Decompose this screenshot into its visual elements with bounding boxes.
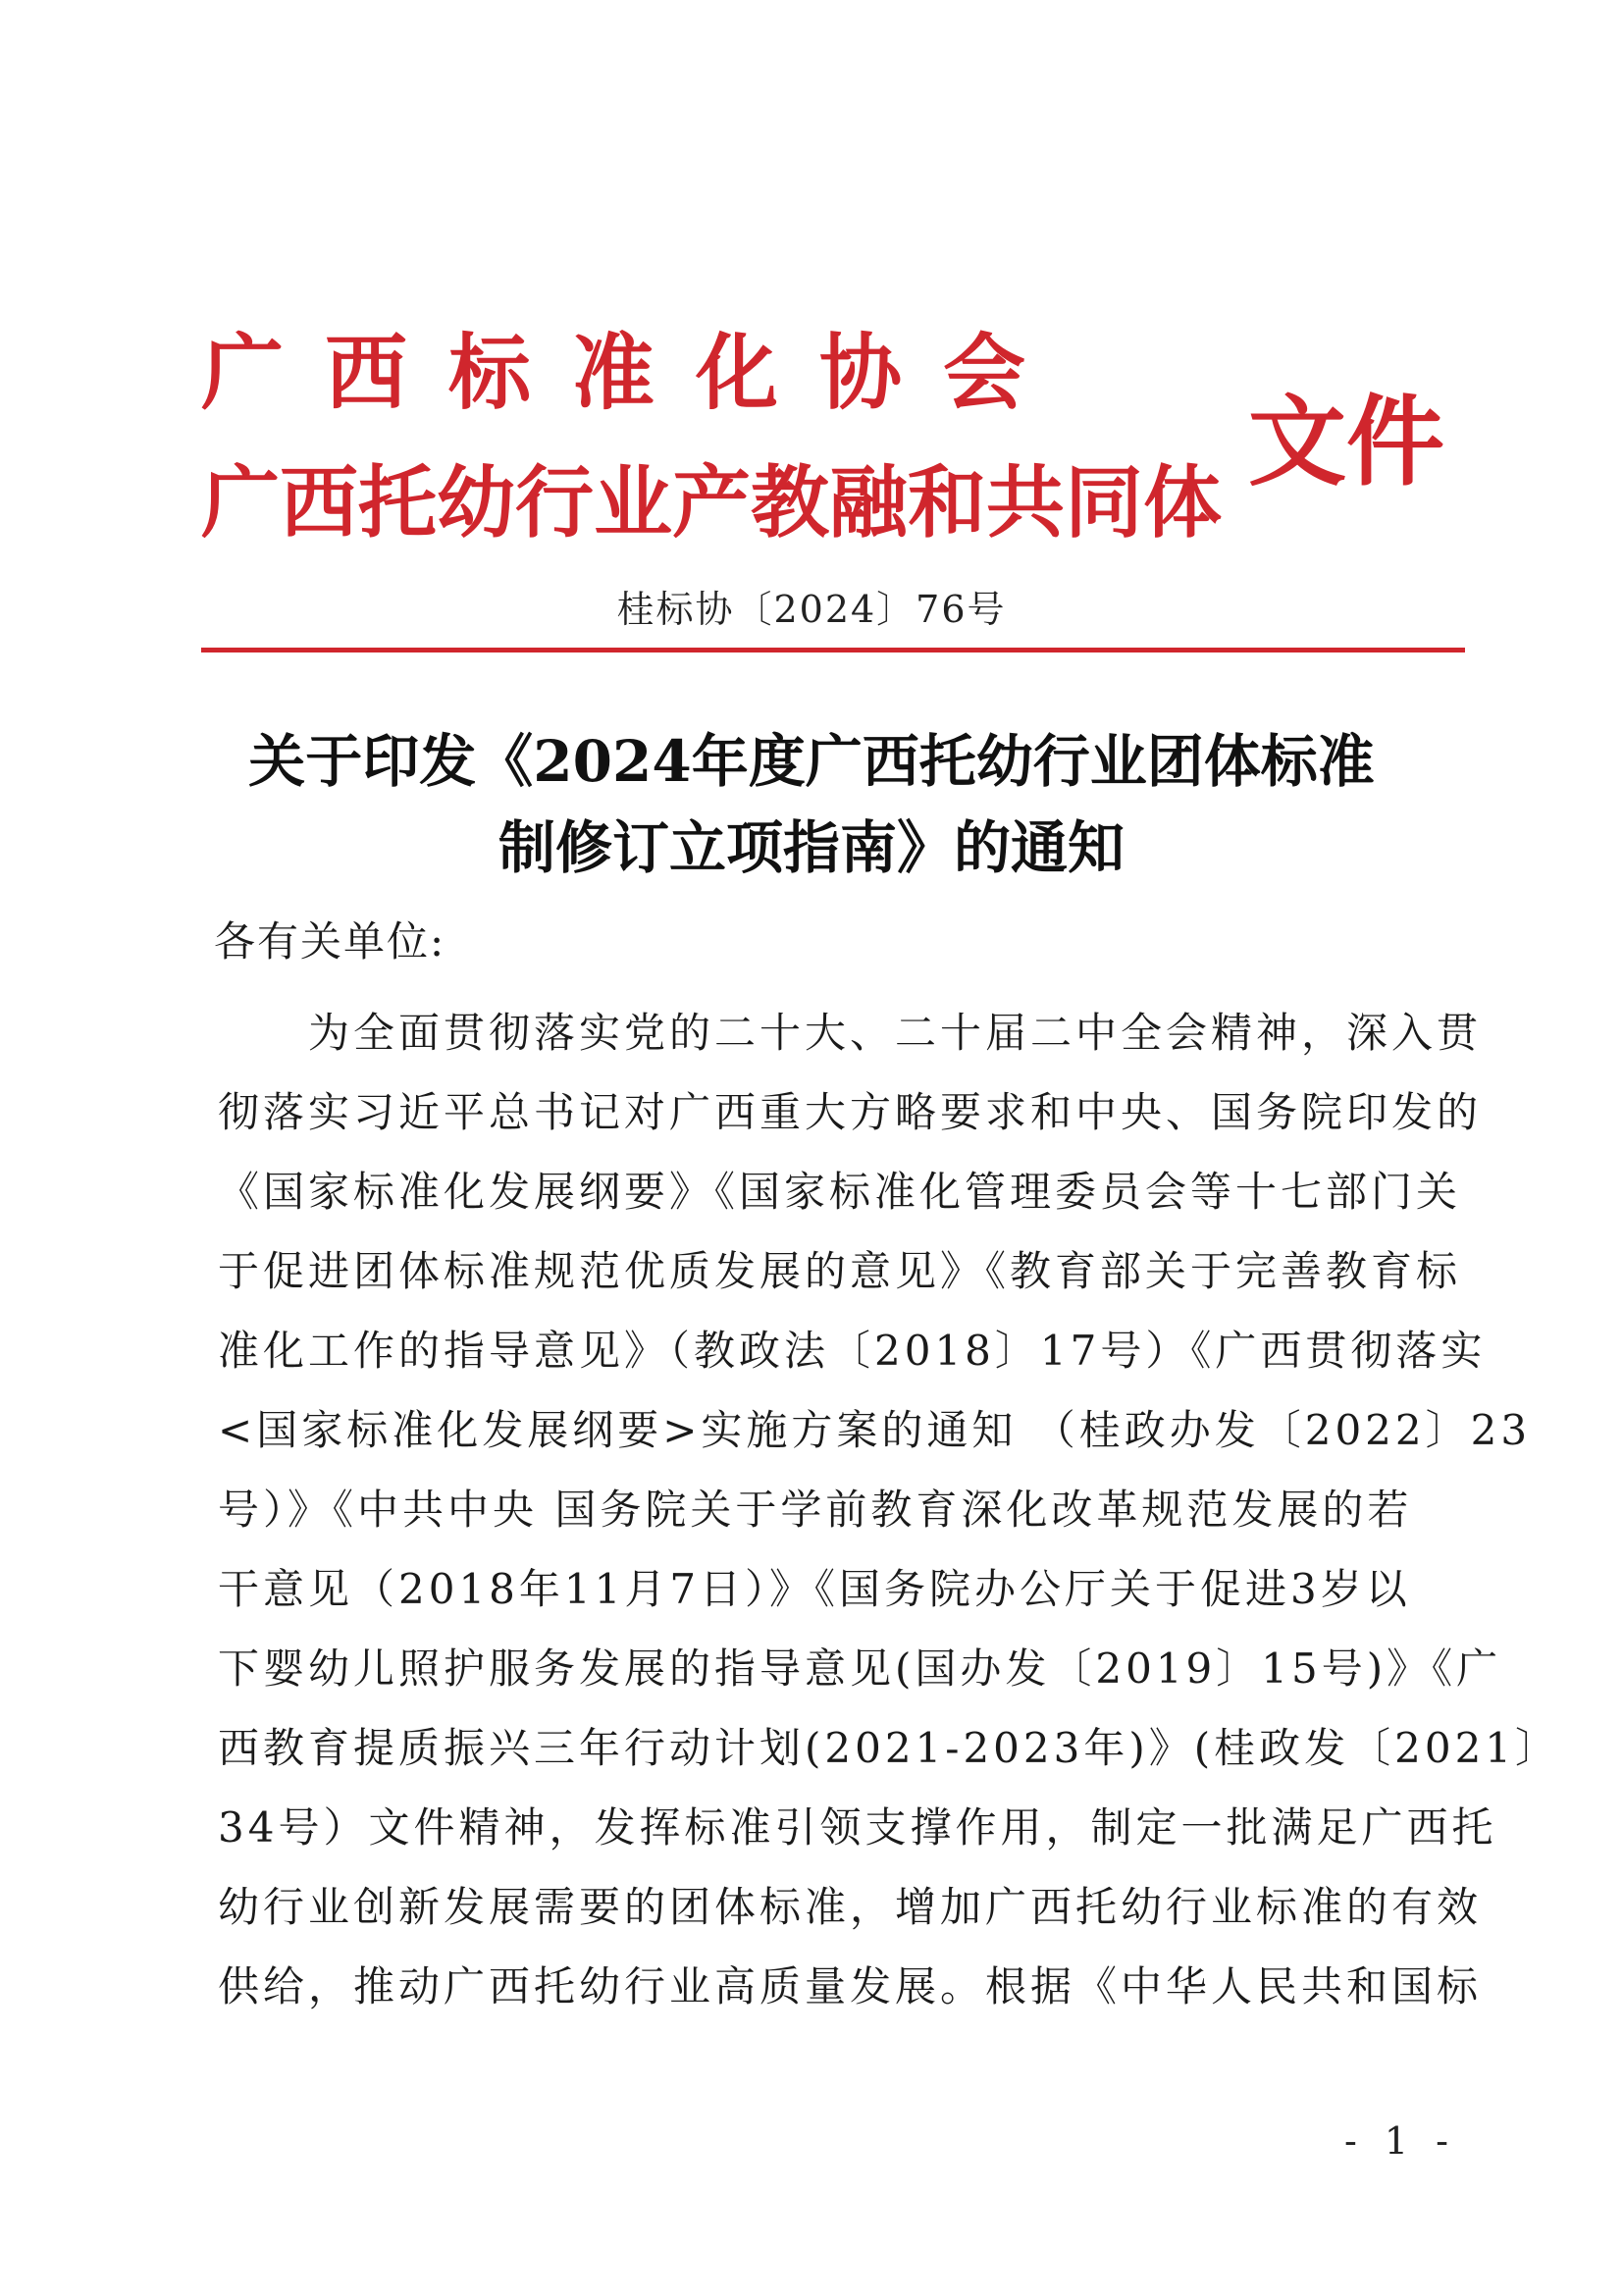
body-line: 号）》《中共中央 国务院关于学前教育深化改革规范发展的若 — [218, 1486, 1413, 1534]
letterhead-org-1: 广西标准化协会 — [201, 324, 1068, 421]
body-line: <国家标准化发展纲要>实施方案的通知 （桂政办发〔2022〕23 — [218, 1406, 1532, 1454]
document-title-line-2: 制修订立项指南》的通知 — [497, 814, 1125, 881]
letterhead-divider — [201, 648, 1465, 652]
body-line: 幼行业创新发展需要的团体标准，增加广西托幼行业标准的有效 — [218, 1883, 1483, 1931]
body-line: 彻落实习近平总书记对广西重大方略要求和中央、国务院印发的 — [218, 1088, 1483, 1136]
body-line: 准化工作的指导意见》（教政法〔2018〕17号）《广西贯彻落实 — [218, 1327, 1487, 1375]
body-line: 《国家标准化发展纲要》《国家标准化管理委员会等十七部门关 — [218, 1168, 1462, 1216]
body-paragraph — [218, 993, 1561, 2026]
document-title-line-1: 关于印发《2024年度广西托幼行业团体标准 — [248, 728, 1375, 795]
page-number: - 1 - — [1344, 2119, 1457, 2163]
letterhead-suffix: 文件 — [1248, 384, 1444, 499]
body-line: 于促进团体标准规范优质发展的意见》《教育部关于完善教育标 — [218, 1247, 1462, 1295]
body-line: 供给，推动广西托幼行业高质量发展。根据《中华人民共和国标 — [218, 1962, 1483, 2010]
body-line: 为全面贯彻落实党的二十大、二十届二中全会精神，深入贯 — [218, 1009, 1483, 1057]
body-line: 干意见（2018年11月7日）》《国务院办公厅关于促进3岁以 — [218, 1565, 1411, 1613]
body-line: 下婴幼儿照护服务发展的指导意见(国办发〔2019〕15号)》《广 — [218, 1644, 1502, 1693]
salutation: 各有关单位: — [214, 917, 446, 965]
document-number: 桂标协〔2024〕76号 — [616, 588, 1007, 631]
letterhead-org-2: 广西托幼行业产教融和共同体 — [201, 456, 1222, 548]
body-line: 西教育提质振兴三年行动计划(2021-2023年)》(桂政发〔2021〕 — [218, 1724, 1561, 1772]
body-line: 34号）文件精神，发挥标准引领支撑作用，制定一批满足广西托 — [218, 1803, 1497, 1852]
